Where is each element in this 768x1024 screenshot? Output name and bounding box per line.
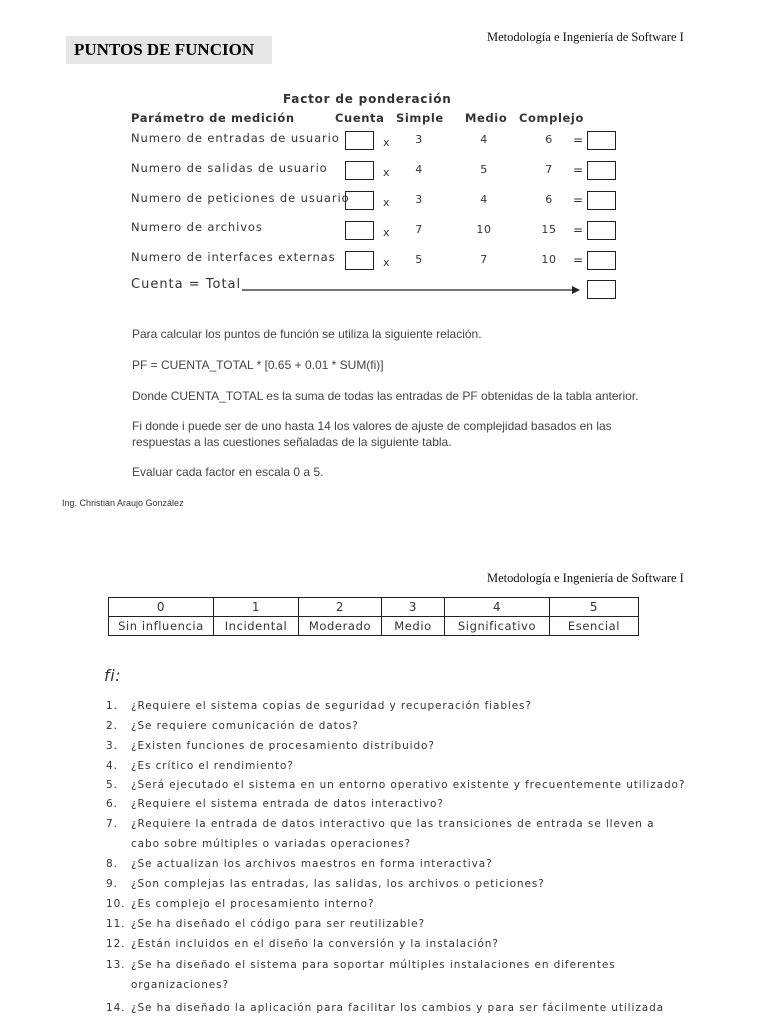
simple-value: 4 [415,163,423,176]
question-text: ¿Es crítico el rendimiento? [131,760,294,772]
question-text: cabo sobre múltiples o variadas operaciones? [131,838,411,850]
question-number: 14. [106,1002,126,1014]
multiply-sign: x [383,196,391,209]
factor-title: Factor de ponderación [283,92,452,106]
question-item [106,700,532,712]
param-label: Numero de entradas de usuario [131,131,340,145]
cuenta-input-box[interactable] [345,251,374,270]
question-number: 10. [106,898,126,910]
page-footer: Ing. Christian Araujo González [62,498,184,508]
scale-label: Esencial [550,617,639,636]
medio-value: 5 [480,163,488,176]
multiply-sign: x [383,136,391,149]
formula: PF = CUENTA_TOTAL * [0.65 + 0.01 * SUM(fi)] [132,358,384,372]
question-item [106,938,499,950]
total-result-box[interactable] [587,280,616,299]
simple-value: 3 [415,193,423,206]
complejo-value: 7 [545,163,553,176]
question-item [106,760,294,772]
simple-value: 5 [415,253,423,266]
scale-table [108,597,639,636]
question-item [106,1002,664,1014]
scale-label: Moderado [299,617,382,636]
equals-sign: = [573,163,584,177]
scale-value: 3 [382,598,445,617]
complejo-value: 6 [545,133,553,146]
question-number: 1. [106,700,118,712]
multiply-sign: x [383,226,391,239]
question-item [106,779,685,791]
question-item [106,858,493,870]
question-item [106,818,654,830]
question-number: 4. [106,760,118,772]
cuenta-input-box[interactable] [345,191,374,210]
question-item [106,979,229,991]
param-label: Numero de archivos [131,220,263,234]
simple-value: 3 [415,133,423,146]
question-item [106,740,435,752]
paragraph: Fi donde i puede ser de uno hasta 14 los valores de ajuste de complejidad basados en las respuestas a las cuestiones señaladas de la siguiente tabla. [132,419,612,449]
question-text: ¿Se ha diseñado el código para ser reutilizable? [131,918,426,930]
scale-value: 5 [550,598,639,617]
question-item [106,959,616,971]
total-arrow [240,284,582,296]
question-text: ¿Existen funciones de procesamiento distribuido? [131,740,435,752]
result-box[interactable] [587,131,616,150]
equals-sign: = [573,193,584,207]
medio-value: 10 [476,223,492,236]
question-text: ¿Será ejecutado el sistema en un entorno operativo existente y frecuentemente utilizado? [131,779,686,791]
cuenta-input-box[interactable] [345,161,374,180]
page-title: PUNTOS DE FUNCION [74,40,255,59]
scale-value: 2 [299,598,382,617]
scale-label: Medio [382,617,445,636]
equals-sign: = [573,133,584,147]
total-label: Cuenta = Total [131,277,242,292]
scale-label: Sin influencia [109,617,214,636]
col-header-param: Parámetro de medición [131,111,295,125]
multiply-sign: x [383,166,391,179]
question-text: ¿Se ha diseñado la aplicación para facilitar los cambios y para ser fácilmente utilizada [131,1002,664,1014]
question-number: 12. [106,938,126,950]
complejo-value: 15 [541,223,557,236]
question-number: 5. [106,779,118,791]
col-header-cuenta: Cuenta [335,111,385,125]
question-number: 8. [106,858,118,870]
equals-sign: = [573,253,584,267]
result-box[interactable] [587,191,616,210]
col-header-simple: Simple [396,111,444,125]
question-item [106,838,411,850]
question-number: 6. [106,798,118,810]
question-item [106,798,444,810]
page-header: Metodología e Ingeniería de Software I [487,30,684,44]
complejo-value: 10 [541,253,557,266]
question-text: ¿Requiere la entrada de datos interactivo que las transiciones de entrada se lleven a [131,818,655,830]
question-item [106,918,425,930]
paragraph: Para calcular los puntos de función se utiliza la siguiente relación. [132,327,482,341]
question-text: ¿Se requiere comunicación de datos? [131,720,359,732]
question-number: 13. [106,959,126,971]
question-text: ¿Se ha diseñado el sistema para soportar múltiples instalaciones en diferentes [131,959,616,971]
medio-value: 7 [480,253,488,266]
complejo-value: 6 [545,193,553,206]
question-number: 9. [106,878,118,890]
scale-value: 1 [214,598,299,617]
question-text: ¿Requiere el sistema copias de seguridad y recuperación fiables? [131,700,532,712]
result-box[interactable] [587,161,616,180]
question-text: organizaciones? [131,979,229,991]
question-number: 2. [106,720,118,732]
paragraph: Donde CUENTA_TOTAL es la suma de todas las entradas de PF obtenidas de la tabla anterior. [132,389,639,403]
cuenta-input-box[interactable] [345,131,374,150]
question-text: ¿Están incluidos en el diseño la conversión y la instalación? [131,938,499,950]
result-box[interactable] [587,251,616,270]
question-number: 7. [106,818,118,830]
fi-label: fi: [104,666,122,685]
question-item [106,720,359,732]
question-text: ¿Se actualizan los archivos maestros en forma interactiva? [131,858,493,870]
result-box[interactable] [587,221,616,240]
question-number: 3. [106,740,118,752]
col-header-complejo: Complejo [519,111,584,125]
question-text: ¿Es complejo el procesamiento interno? [131,898,375,910]
cuenta-input-box[interactable] [345,221,374,240]
col-header-medio: Medio [465,111,508,125]
param-label: Numero de salidas de usuario [131,161,328,175]
paragraph: Evaluar cada factor en escala 0 a 5. [132,465,324,479]
scale-value: 0 [109,598,214,617]
equals-sign: = [573,223,584,237]
question-item [106,898,374,910]
page-header: Metodología e Ingeniería de Software I [487,571,684,585]
medio-value: 4 [480,193,488,206]
multiply-sign: x [383,256,391,269]
param-label: Numero de peticiones de usuario [131,191,350,205]
question-number: 11. [106,918,126,930]
medio-value: 4 [480,133,488,146]
question-text: ¿Requiere el sistema entrada de datos interactivo? [131,798,444,810]
question-item [106,878,545,890]
scale-value: 4 [445,598,550,617]
scale-label: Incidental [214,617,299,636]
question-text: ¿Son complejas las entradas, las salidas, los archivos o peticiones? [131,878,545,890]
param-label: Numero de interfaces externas [131,250,336,264]
scale-label: Significativo [445,617,550,636]
simple-value: 7 [415,223,423,236]
